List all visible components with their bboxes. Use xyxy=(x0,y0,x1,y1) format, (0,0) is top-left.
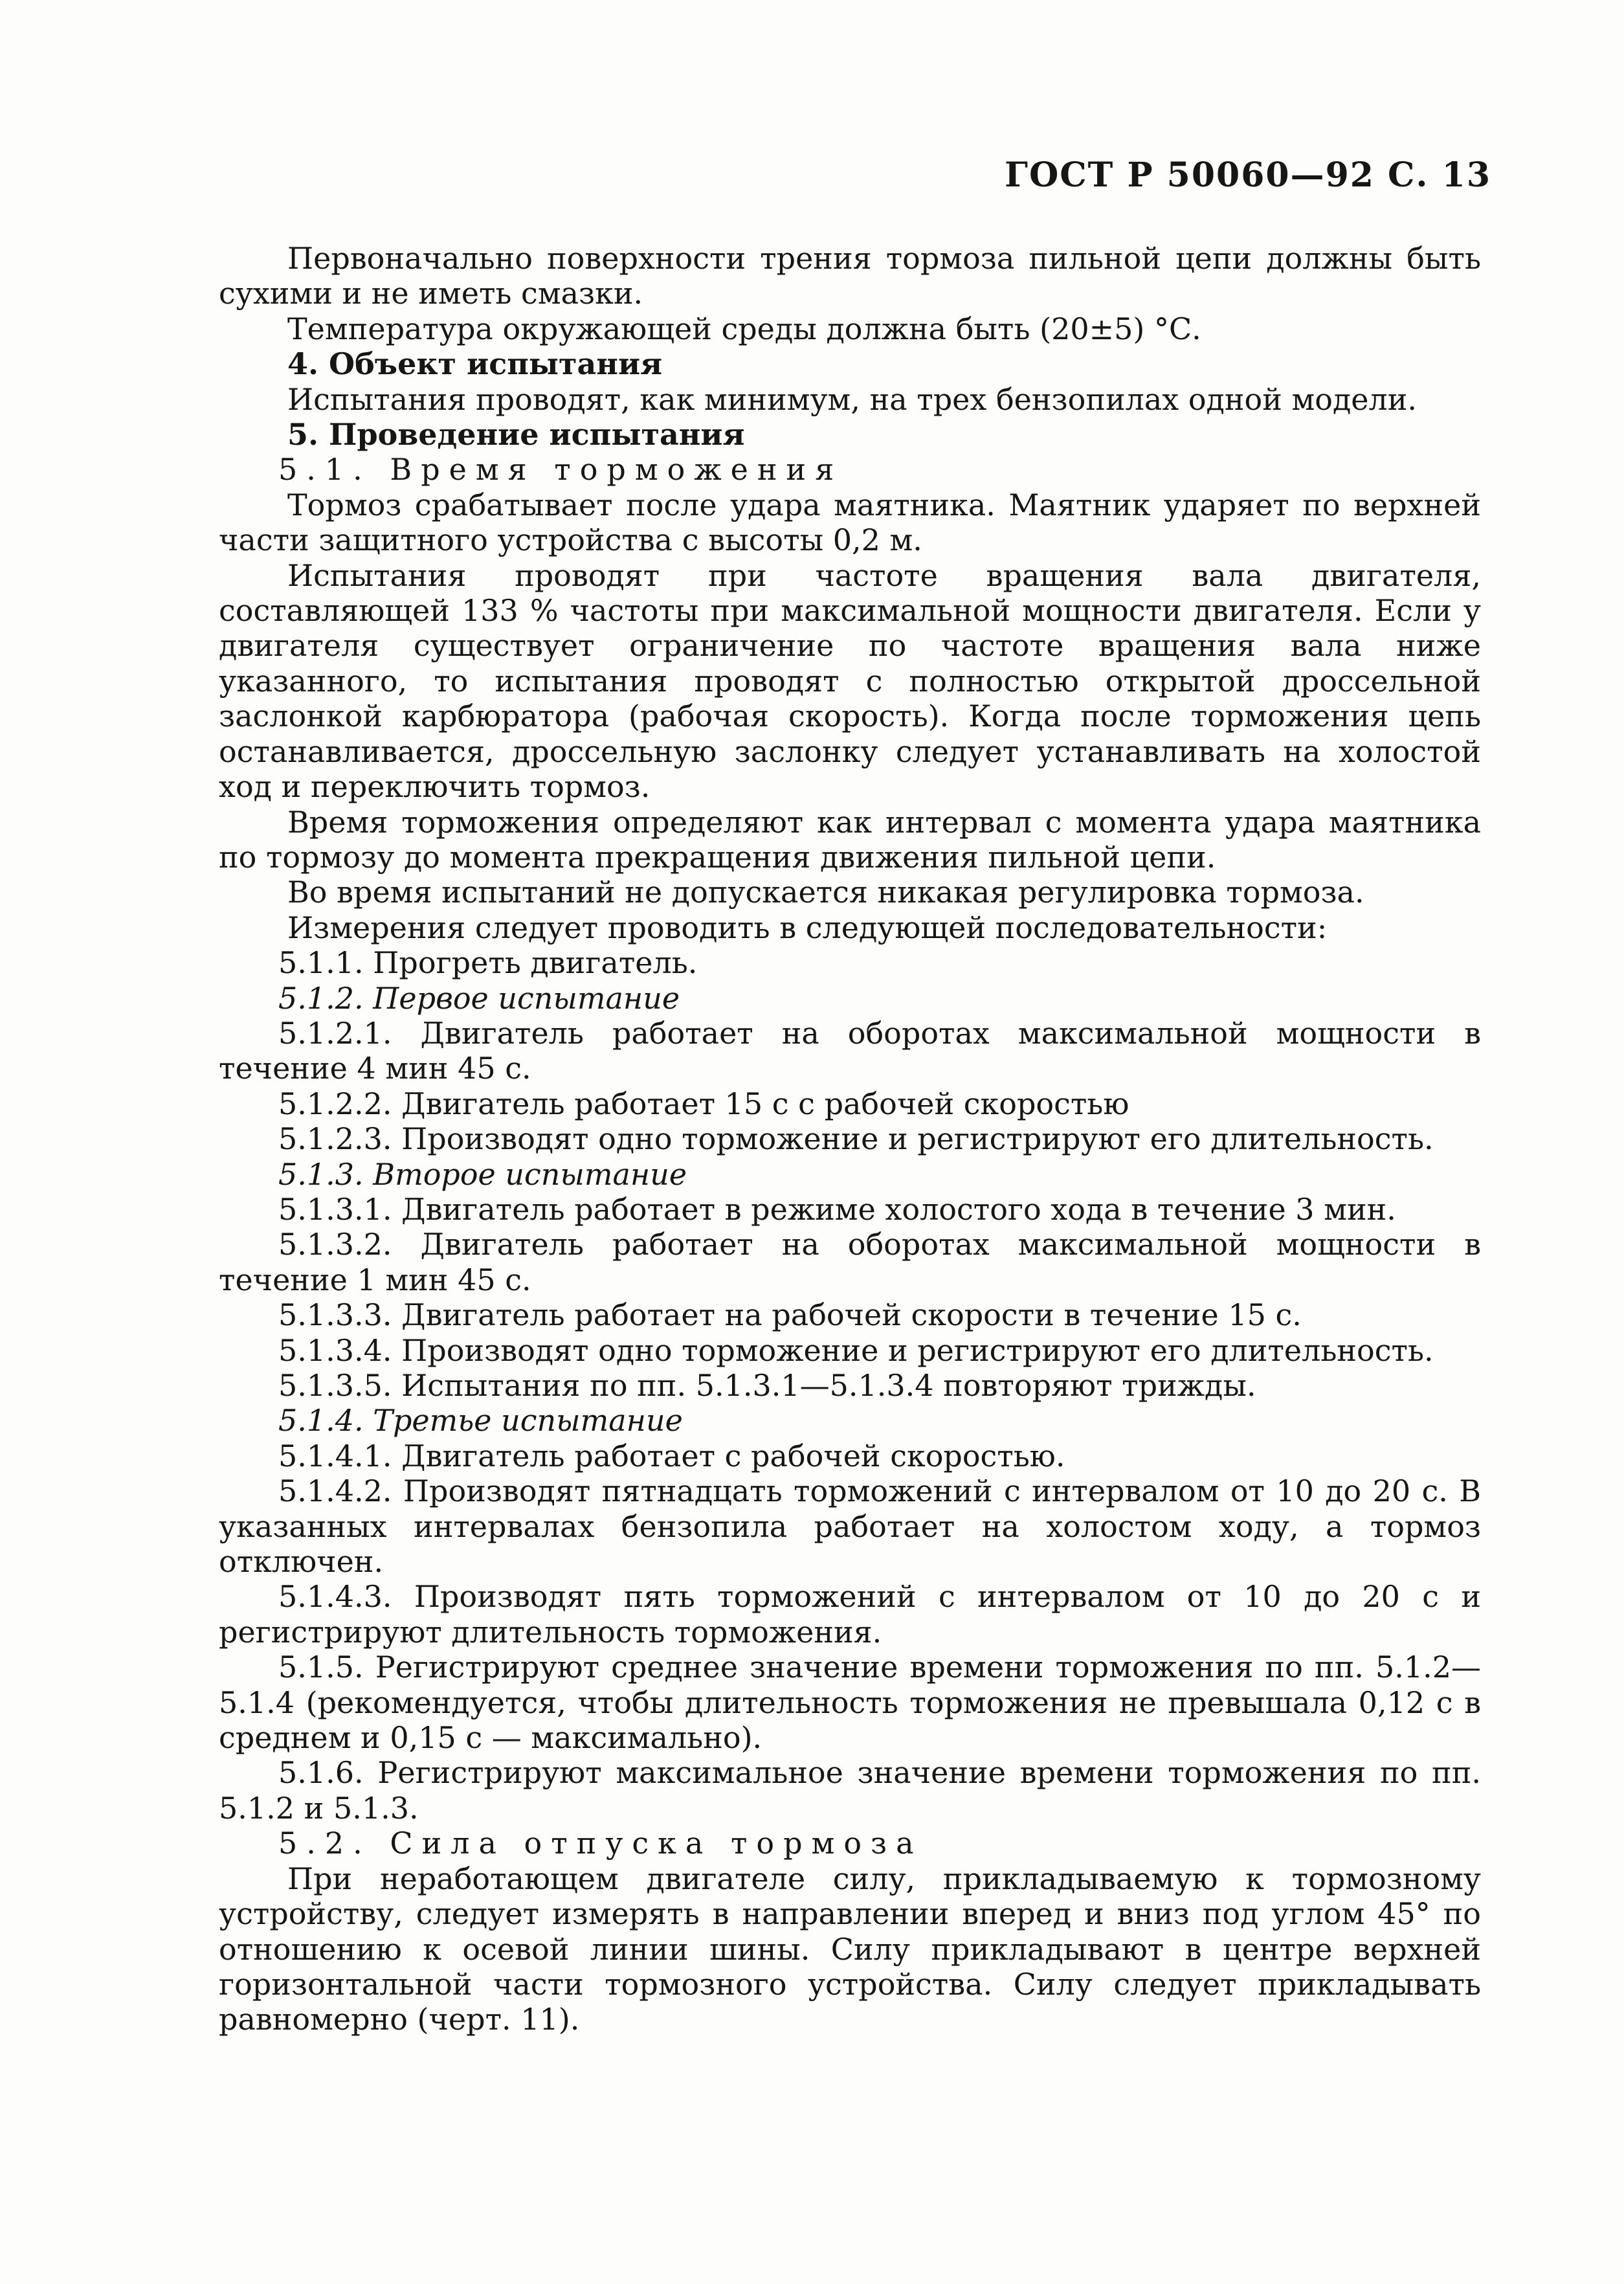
paragraph: Первоначально поверхности трения тормоза пильной цепи должны быть сухими и не иметь смазки. xyxy=(219,241,1481,311)
list-item: 5.1.2.3. Производят одно торможение и регистрируют его длительность. xyxy=(278,1121,1434,1157)
list-item: 5.1.3.1. Двигатель работает в режиме холостого хода в течение 3 мин. xyxy=(278,1191,1396,1227)
list-item: 5.1.6. Регистрируют максимальное значение времени торможения по пп. 5.1.2 и 5.1.3. xyxy=(219,1755,1481,1826)
list-item: 5.1.3.2. Двигатель работает на оборотах максимальной мощности в течение 1 мин 45 с. xyxy=(219,1227,1481,1297)
subsection-heading: 5.1.3. Второе испытание xyxy=(278,1156,687,1192)
paragraph: Во время испытаний не допускается никакая регулировка тормоза. xyxy=(287,875,1364,910)
paragraph: Температура окружающей среды должна быть (20±5) °С. xyxy=(287,311,1201,346)
paragraph: При неработающем двигателе силу, прикладываемую к тормозному устройству, следует измерять в направлении вперед и вниз под углом 45° по отношению к осевой линии шины. Силу прикладывают в центре верхней горизонтальной части тормозного устройства. Силу следует прикладывать равномерно (черт. 11). xyxy=(219,1861,1481,2037)
paragraph: Измерения следует проводить в следующей последовательности: xyxy=(287,910,1328,945)
section-heading: 5. Проведение испытания xyxy=(287,417,745,453)
list-item: 5.1.3.3. Двигатель работает на рабочей скорости в течение 15 с. xyxy=(278,1297,1302,1333)
paragraph: Тормоз срабатывает после удара маятника. Маятник ударяет по верхней части защитного устройства с высоты 0,2 м. xyxy=(219,487,1481,558)
list-item: 5.1.4.2. Производят пятнадцать торможений с интервалом от 10 до 20 с. В указанных интервалах бензопила работает на холостом ходу, а тормоз отключен. xyxy=(219,1473,1481,1580)
paragraph: Испытания проводят при частоте вращения вала двигателя, составляющей 133 % частоты при максимальной мощности двигателя. Если у двигателя существует ограничение по частоте вращения вала ниже указанного, то испытания проводят с полностью открытой дроссельной заслонкой карбюратора (рабочая скорость). Когда после торможения цепь останавливается, дроссельную заслонку следует устанавливать на холостой ход и переключить тормоз. xyxy=(219,557,1481,805)
list-item: 5.1.4.1. Двигатель работает с рабочей скоростью. xyxy=(278,1438,1065,1473)
list-item: 5.1.1. Прогреть двигатель. xyxy=(278,945,698,981)
list-item: 5.1.5. Регистрируют среднее значение времени торможения по пп. 5.1.2—5.1.4 (рекомендуется, чтобы длительность торможения не превышала 0,12 с в среднем и 0,15 с — максимально). xyxy=(219,1650,1481,1756)
list-item: 5.1.2.2. Двигатель работает 15 с с рабочей скоростью xyxy=(278,1086,1129,1121)
page-header: ГОСТ Р 50060—92 С. 13 xyxy=(1005,155,1491,195)
paragraph: Время торможения определяют как интервал с момента удара маятника по тормозу до момента прекращения движения пильной цепи. xyxy=(219,804,1481,875)
list-item: 5.1.3.5. Испытания по пп. 5.1.3.1—5.1.3.4 повторяют трижды. xyxy=(278,1368,1256,1403)
subsection-heading: 5.1.2. Первое испытание xyxy=(278,980,680,1016)
section-heading: 4. Объект испытания xyxy=(287,346,663,382)
list-item: 5.1.4.3. Производят пять торможений с интервалом от 10 до 20 с и регистрируют длительность торможения. xyxy=(219,1579,1481,1650)
subsection-heading: 5.2. Сила отпуска тормоза xyxy=(278,1826,923,1861)
subsection-heading: 5.1. Время торможения xyxy=(278,452,843,487)
paragraph: Испытания проводят, как минимум, на трех бензопилах одной модели. xyxy=(287,381,1418,417)
list-item: 5.1.2.1. Двигатель работает на оборотах максимальной мощности в течение 4 мин 45 с. xyxy=(219,1015,1481,1086)
document-body xyxy=(219,241,1481,2037)
subsection-heading: 5.1.4. Третье испытание xyxy=(278,1403,683,1439)
list-item: 5.1.3.4. Производят одно торможение и регистрируют его длительность. xyxy=(278,1332,1434,1368)
